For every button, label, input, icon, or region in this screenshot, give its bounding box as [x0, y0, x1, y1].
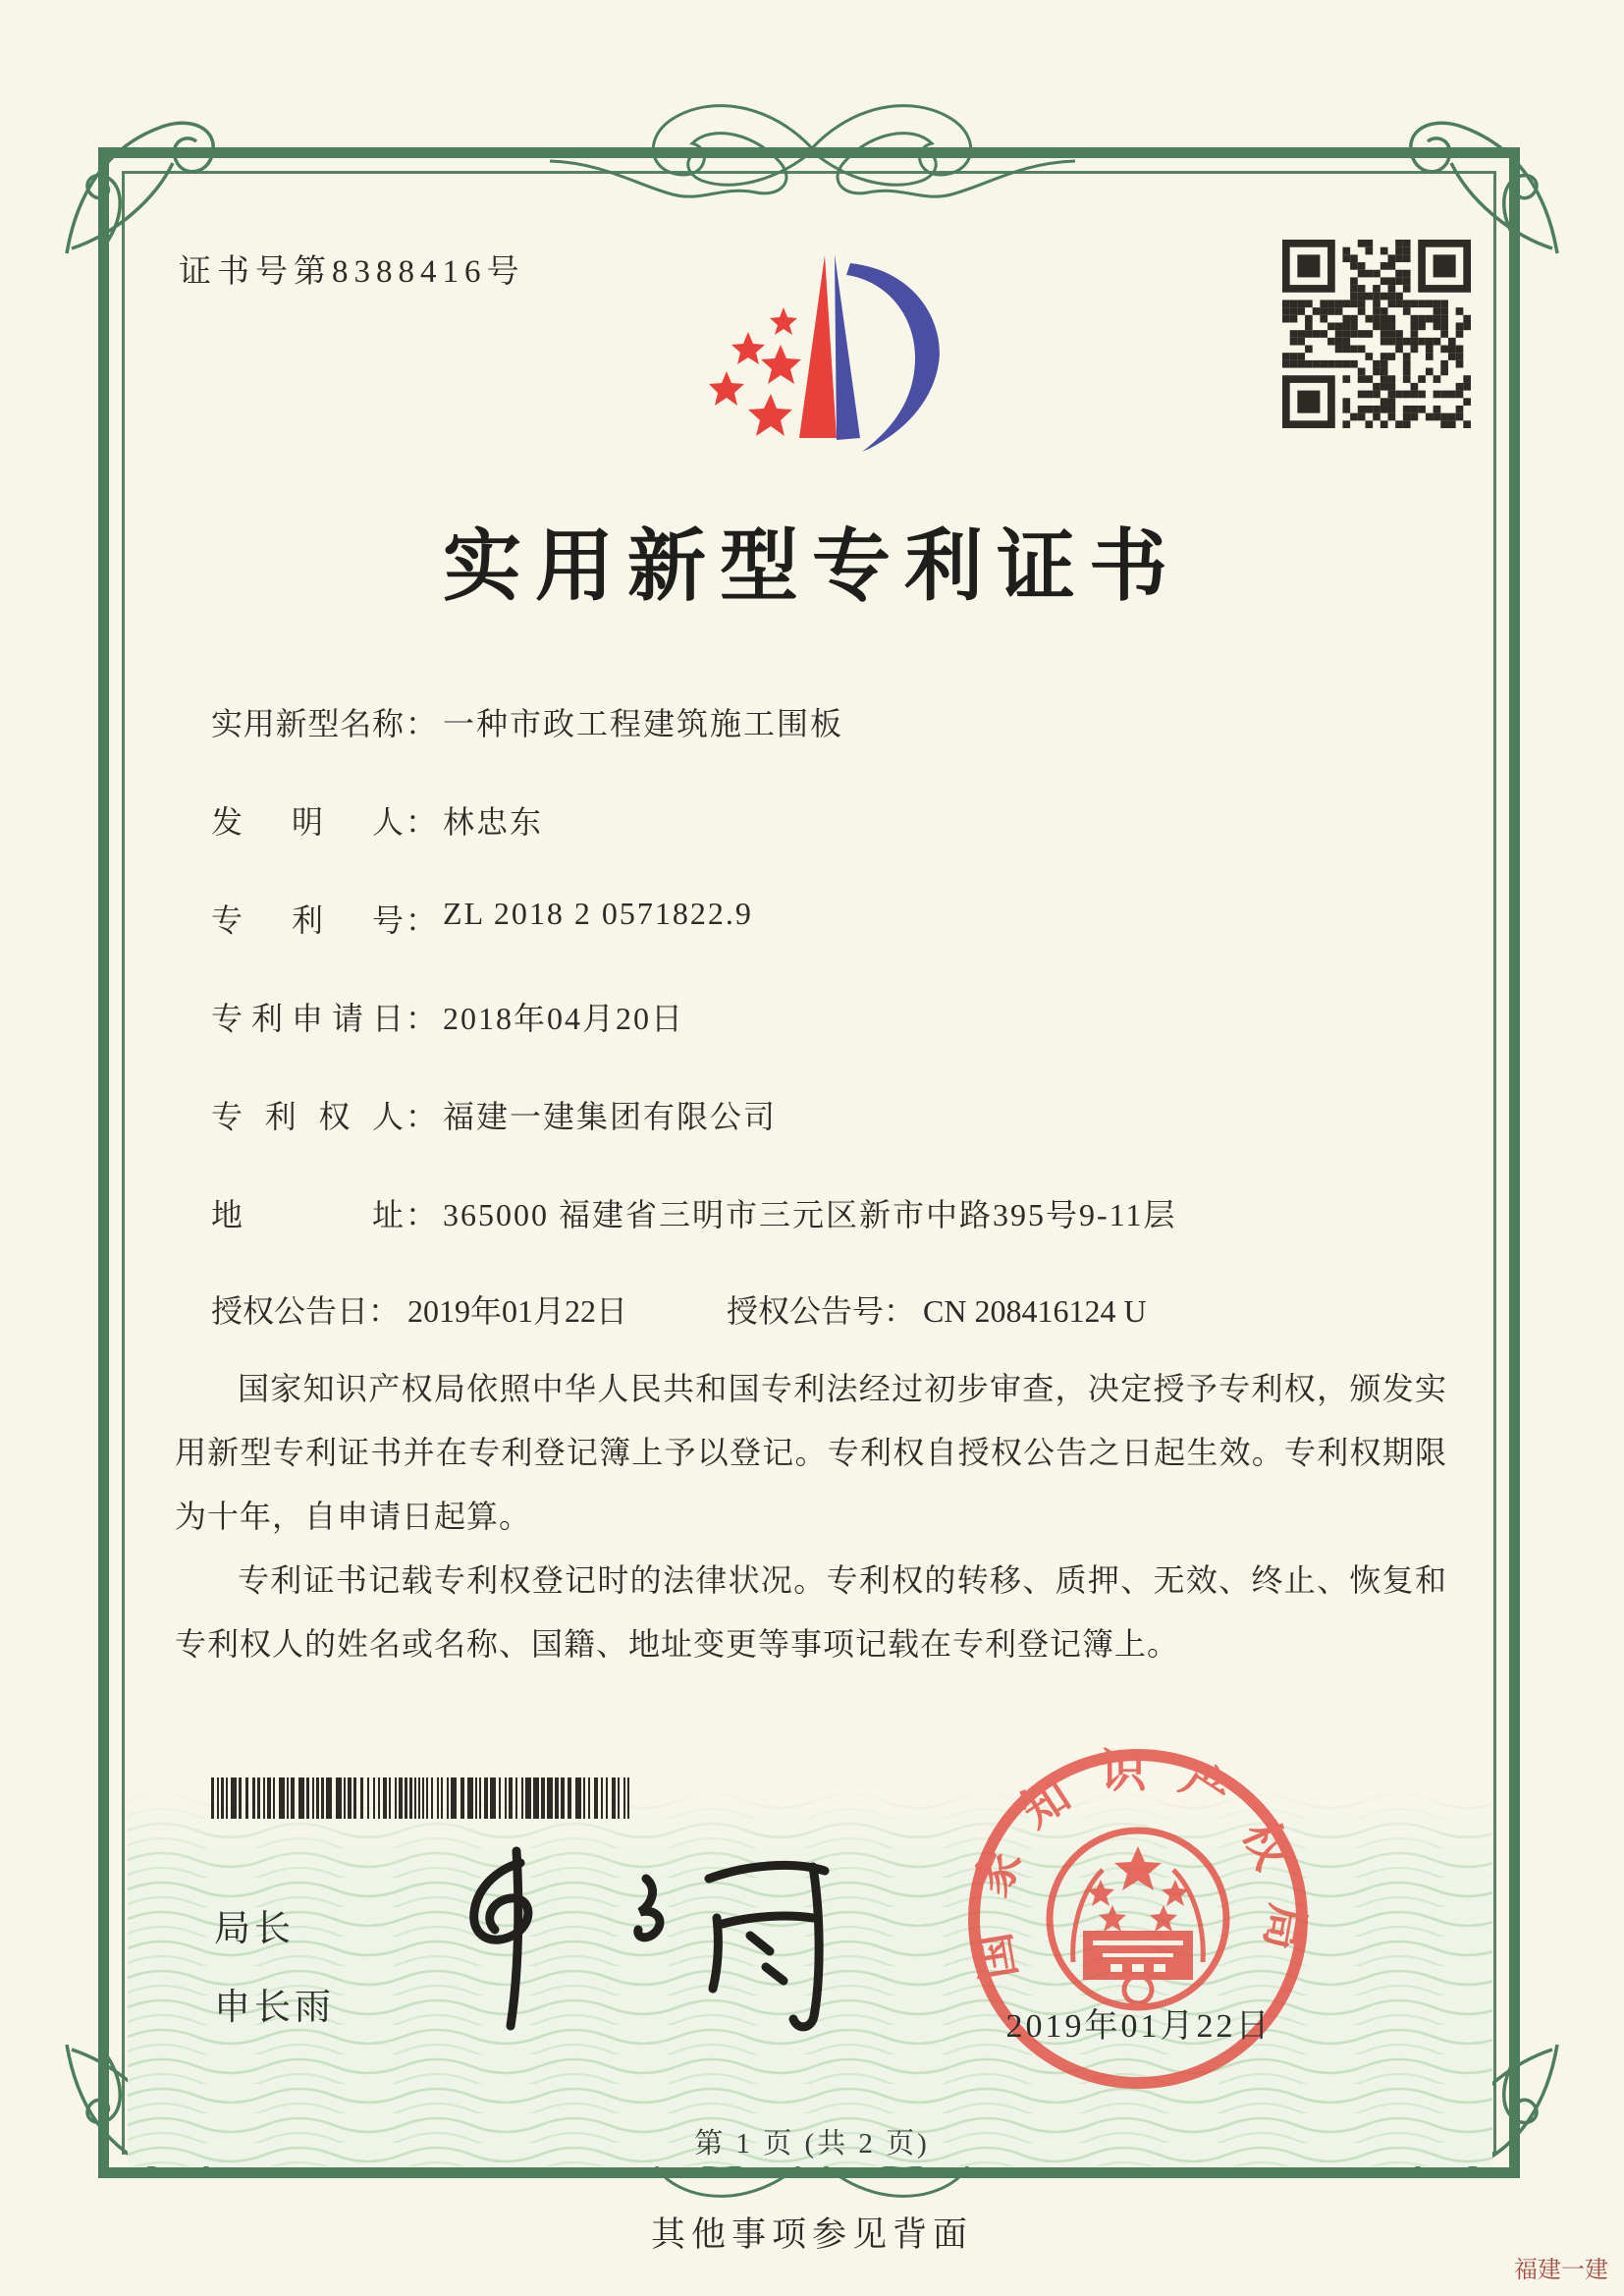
field-row-address: 地址 ： 365000 福建省三明市三元区新市中路395号9-11层: [211, 1190, 1438, 1288]
field-value: 2018年04月20日: [443, 1001, 685, 1036]
field-value: 福建一建集团有限公司: [443, 1099, 778, 1134]
legal-paragraph-2: 专利证书记载专利权登记时的法律状况。专利权的转移、质押、无效、终止、恢复和专利权人的姓名或名称、国籍、地址变更等事项记载在专利登记簿上。: [175, 1562, 1447, 1662]
field-value: 一种市政工程建筑施工围板: [443, 706, 844, 741]
grant-number: 授权公告号： CN 208416124 U: [727, 1293, 1147, 1329]
field-label: 专利权人: [211, 1099, 404, 1134]
page-number: 第 1 页 (共 2 页): [694, 2128, 930, 2159]
grant-date: 授权公告日： 2019年01月22日: [211, 1293, 628, 1329]
field-value: ZL 2018 2 0571822.9: [443, 896, 753, 931]
barcode: [211, 1777, 635, 1819]
certificate-title: 实用新型专利证书: [443, 524, 1181, 611]
field-value: 365000 福建省三明市三元区新市中路395号9-11层: [443, 1197, 1177, 1232]
officer-name: 申长雨: [214, 1988, 335, 2028]
field-row-patent-no: 专利号 ： ZL 2018 2 0571822.9: [211, 896, 1438, 994]
field-row-patentee: 专利权人 ： 福建一建集团有限公司: [211, 1092, 1438, 1190]
company-watermark: 福建一建: [1514, 2257, 1608, 2283]
field-label: 专利申请日: [211, 1001, 404, 1036]
field-label: 发明人: [211, 804, 404, 840]
seal-date: 2019年01月22日: [1005, 2008, 1272, 2045]
top-center-flourish-ornament: [545, 75, 1080, 222]
field-label: 地址: [211, 1197, 404, 1232]
field-value: 林忠东: [443, 804, 544, 840]
legal-text: [175, 1357, 1447, 1676]
cnipa-patent-logo-icon: [687, 242, 943, 471]
handwritten-signature: [422, 1822, 913, 2052]
back-note: 其他事项参见背面: [650, 2215, 973, 2254]
field-row-inventor: 发明人 ： 林忠东: [211, 797, 1438, 896]
svg-text:国家知识产权局: 国家知识产权局: [963, 1746, 1313, 1984]
officer-title: 局长: [214, 1909, 295, 1949]
national-emblem: [1050, 1831, 1226, 2007]
grant-row: [211, 1286, 1438, 1332]
legal-paragraph-1: 国家知识产权局依照中华人民共和国专利法经过初步审查，决定授予专利权，颁发实用新型专利证书并在专利登记簿上予以登记。专利权自授权公告之日起生效。专利权期限为十年，自申请日起算。: [175, 1371, 1447, 1534]
officer-block: [214, 1890, 335, 2048]
certificate-number: 证书号第8388416号: [179, 254, 525, 290]
field-label: 实用新型名称: [211, 706, 404, 741]
field-label: 专利号: [211, 902, 404, 938]
qr-code: [1282, 240, 1471, 428]
field-row-filing-date: 专利申请日 ： 2018年04月20日: [211, 994, 1438, 1092]
field-list: [211, 699, 1438, 1288]
cnipa-round-seal: [955, 1736, 1321, 2102]
field-row-name: 实用新型名称 ： 一种市政工程建筑施工围板: [211, 699, 1438, 797]
